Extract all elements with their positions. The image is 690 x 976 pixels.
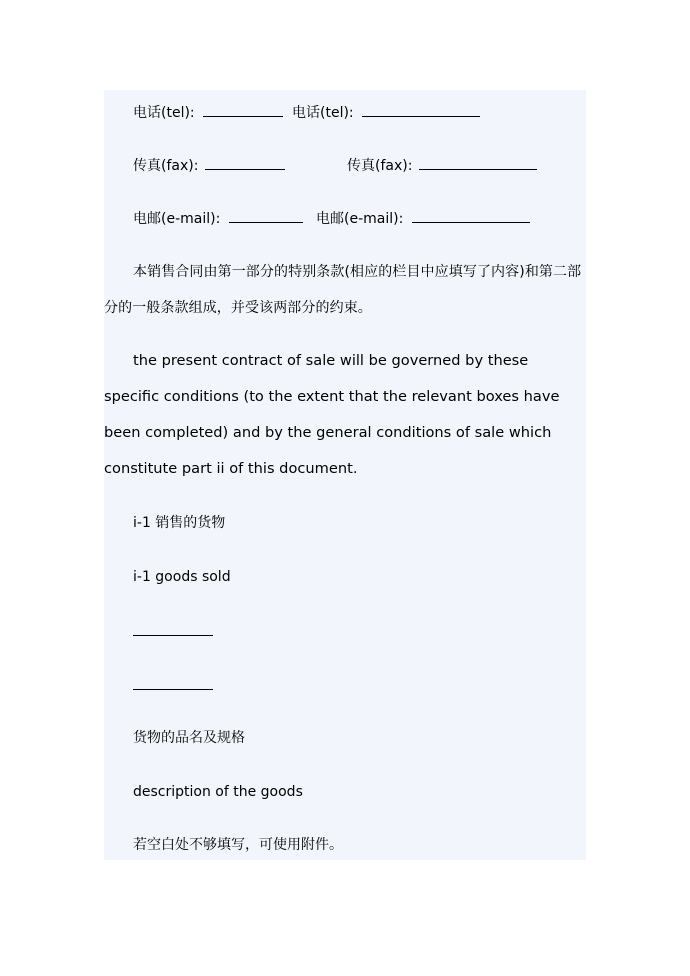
note-cn: 若空白处不够填写，可使用附件。: [133, 837, 343, 853]
fax-label-1: 传真(fax):: [133, 158, 199, 174]
contact-row-tel: [133, 102, 354, 123]
section-heading-en: i-1 goods sold: [133, 569, 231, 585]
email-label-1: 电邮(e-mail):: [133, 211, 221, 227]
email-blank-2[interactable]: [412, 208, 530, 223]
description-cn: 货物的品名及规格: [133, 730, 245, 746]
contact-row-email: [133, 208, 404, 229]
fax-label-2: 传真(fax):: [347, 158, 413, 174]
fax-blank-2[interactable]: [419, 155, 537, 170]
email-blank-1[interactable]: [229, 208, 303, 223]
email-label-2: 电邮(e-mail):: [316, 211, 404, 227]
tel-label-2: 电话(tel):: [292, 105, 354, 121]
fax-blank-1[interactable]: [205, 155, 285, 170]
tel-blank-1[interactable]: [203, 102, 283, 117]
tel-blank-2[interactable]: [362, 102, 480, 117]
paragraph-en: the present contract of sale will be governed by these specific conditions (to the extent that the relevant boxes have been completed) and by the general conditions of sale which constitute part ii of this document.: [104, 352, 560, 477]
section-heading-cn: i-1 销售的货物: [133, 515, 226, 531]
description-en: description of the goods: [133, 784, 303, 800]
blank-line-1[interactable]: [133, 635, 213, 636]
blank-line-2[interactable]: [133, 689, 213, 690]
contact-row-fax: [133, 155, 413, 176]
paragraph-cn: 本销售合同由第一部分的特别条款(相应的栏目中应填写了内容)和第二部分的一般条款组成，并受该两部分的约束。: [104, 264, 582, 316]
tel-label-1: 电话(tel):: [133, 105, 195, 121]
